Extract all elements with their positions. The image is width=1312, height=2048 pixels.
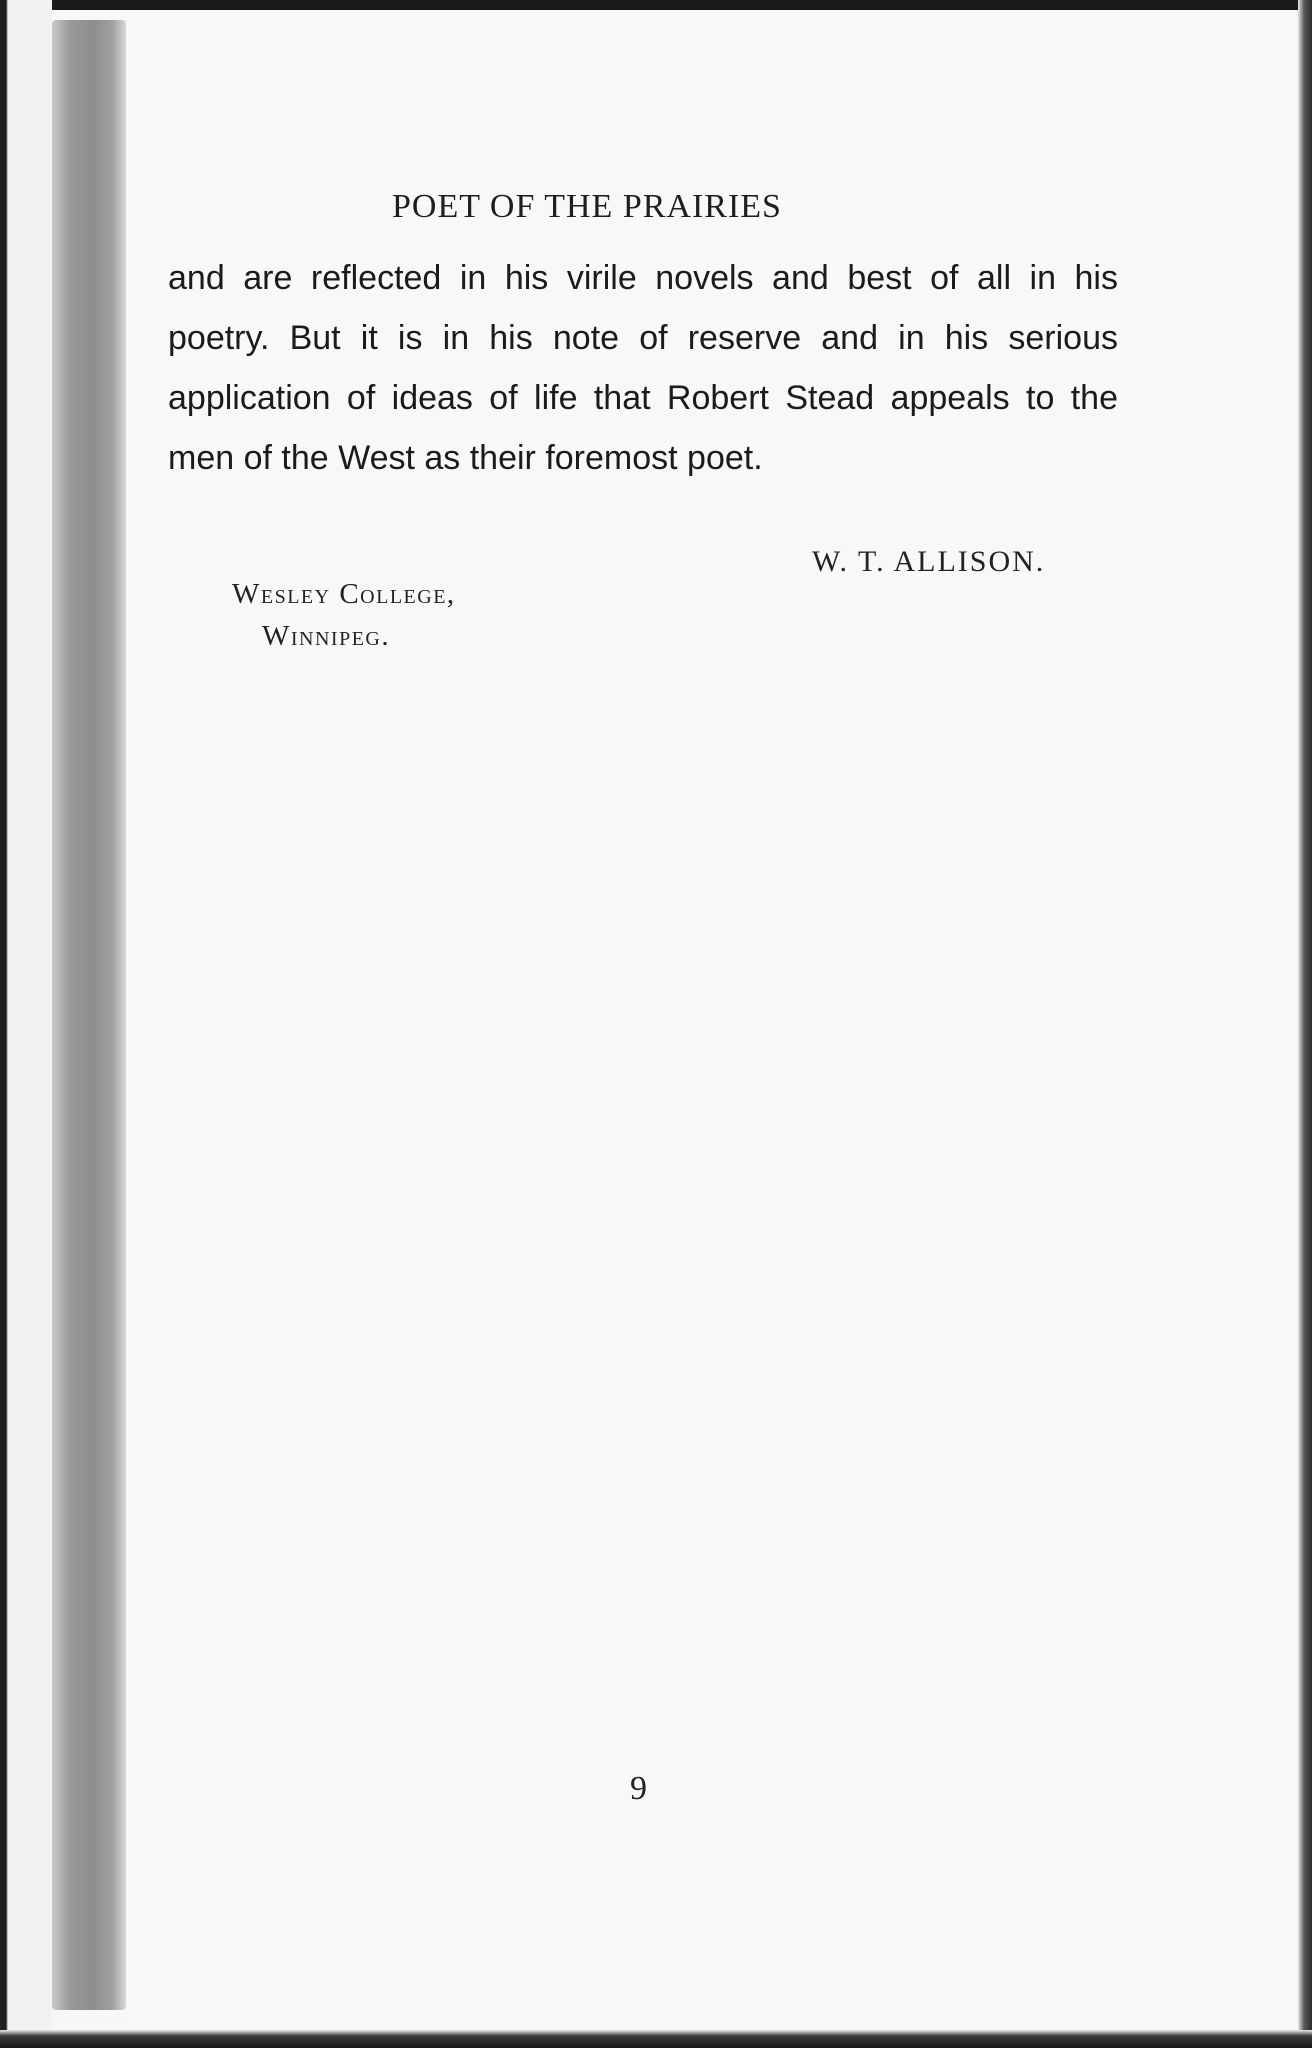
scan-frame-top xyxy=(0,0,1312,10)
page-number: 9 xyxy=(630,1770,647,1807)
body-paragraph: and are reflected in his virile novels and best of all in his poetry. But it is in his note of reserve and in his serious application of ideas of life that Robert Stead appeals to the men of the West as their foremost poet. xyxy=(168,259,1118,477)
scan-frame-right xyxy=(1298,0,1312,2048)
address-line-college: Wesley College, xyxy=(232,578,456,610)
address-line-city: Winnipeg. xyxy=(262,620,391,652)
author-signature: W. T. ALLISON. xyxy=(812,545,1046,578)
book-spine-shadow xyxy=(52,20,126,2010)
running-head: POET OF THE PRAIRIES xyxy=(392,188,782,225)
scan-frame-left xyxy=(0,0,52,2048)
scan-frame-bottom xyxy=(0,2030,1312,2048)
